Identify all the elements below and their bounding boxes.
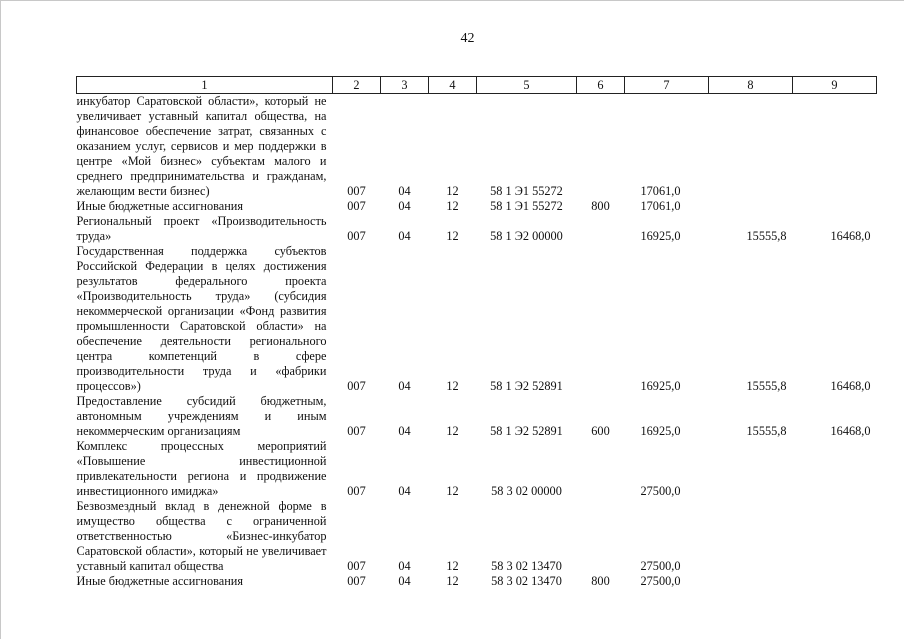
amount-col7: 17061,0 xyxy=(640,184,681,198)
table-row xyxy=(77,574,877,589)
amount-col7: 27500,0 xyxy=(640,484,681,498)
ministry-code: 007 xyxy=(347,484,366,498)
amount-col7: 16925,0 xyxy=(640,424,681,438)
row-description: Государственная поддержка субъектов Российской Федерации в целях достижения результатов федерального проекта «Производительность труда» (субсидия некоммерческой организации «Фонд развития промышленности Саратовской области» на обеспечение деятельности регионального центра компетенций в сфере производительности труда и «фабрики процессов») xyxy=(76,244,327,393)
section-code: 04 xyxy=(398,229,411,243)
subsection-code: 12 xyxy=(446,559,459,573)
ministry-code: 007 xyxy=(347,184,366,198)
row-description: инкубатор Саратовской области», который не увеличивает уставный капитал общества, на финансовое обеспечение затрат, связанных с оказанием услуг, сервисов и мер поддержки в центре «Мой бизнес» субъектам малого и среднего предпринимательства и гражданам, желающим вести бизнес) xyxy=(76,94,327,198)
budget-table xyxy=(76,76,877,589)
section-code: 04 xyxy=(398,574,411,588)
table-row xyxy=(77,214,877,244)
expense-type-code xyxy=(577,214,625,244)
subsection-code: 12 xyxy=(446,379,459,393)
table-header-row xyxy=(77,77,877,94)
ministry-code: 007 xyxy=(347,199,366,213)
table-row xyxy=(77,439,877,499)
column-header: 6 xyxy=(577,77,625,94)
section-code: 04 xyxy=(398,484,411,498)
column-header: 3 xyxy=(381,77,429,94)
section-code: 04 xyxy=(398,379,411,393)
subsection-code: 12 xyxy=(446,574,459,588)
expense-type-code: 800 xyxy=(591,574,610,588)
target-article-code: 58 1 Э2 52891 xyxy=(490,379,563,393)
ministry-code: 007 xyxy=(347,424,366,438)
section-code: 04 xyxy=(398,424,411,438)
target-article-code: 58 1 Э1 55272 xyxy=(490,184,563,198)
column-header: 7 xyxy=(625,77,709,94)
amount-col8 xyxy=(709,574,793,589)
amount-col9 xyxy=(793,439,877,499)
section-code: 04 xyxy=(398,199,411,213)
amount-col8: 15555,8 xyxy=(746,424,787,438)
section-code: 04 xyxy=(398,184,411,198)
target-article-code: 58 1 Э2 52891 xyxy=(490,424,563,438)
ministry-code: 007 xyxy=(347,574,366,588)
amount-col9: 16468,0 xyxy=(830,379,871,393)
ministry-code: 007 xyxy=(347,559,366,573)
subsection-code: 12 xyxy=(446,229,459,243)
ministry-code: 007 xyxy=(347,379,366,393)
target-article-code: 58 1 Э2 00000 xyxy=(490,229,563,243)
row-description: Предоставление субсидий бюджетным, автономным учреждениям и иным некоммерческим организациям xyxy=(76,394,327,438)
column-header: 2 xyxy=(333,77,381,94)
amount-col7: 16925,0 xyxy=(640,379,681,393)
amount-col8: 15555,8 xyxy=(746,229,787,243)
column-header: 5 xyxy=(477,77,577,94)
section-code: 04 xyxy=(398,559,411,573)
row-description: Иные бюджетные ассигнования xyxy=(76,199,244,213)
expense-type-code xyxy=(577,244,625,394)
amount-col8 xyxy=(709,499,793,574)
amount-col9 xyxy=(793,499,877,574)
amount-col7: 17061,0 xyxy=(640,199,681,213)
amount-col9 xyxy=(793,94,877,200)
amount-col7: 16925,0 xyxy=(640,229,681,243)
target-article-code: 58 3 02 13470 xyxy=(491,559,562,573)
amount-col9: 16468,0 xyxy=(830,229,871,243)
row-description: Иные бюджетные ассигнования xyxy=(76,574,244,588)
expense-type-code xyxy=(577,499,625,574)
row-description: Региональный проект «Производительность труда» xyxy=(76,214,327,243)
column-header: 4 xyxy=(429,77,477,94)
amount-col9 xyxy=(793,199,877,214)
table-row xyxy=(77,499,877,574)
table-row xyxy=(77,94,877,200)
expense-type-code: 600 xyxy=(591,424,610,438)
amount-col7: 27500,0 xyxy=(640,559,681,573)
amount-col8: 15555,8 xyxy=(746,379,787,393)
expense-type-code xyxy=(577,439,625,499)
column-header: 1 xyxy=(77,77,333,94)
amount-col8 xyxy=(709,199,793,214)
expense-type-code xyxy=(577,94,625,200)
amount-col9 xyxy=(793,574,877,589)
subsection-code: 12 xyxy=(446,484,459,498)
column-header: 9 xyxy=(793,77,877,94)
amount-col7: 27500,0 xyxy=(640,574,681,588)
amount-col8 xyxy=(709,439,793,499)
subsection-code: 12 xyxy=(446,184,459,198)
target-article-code: 58 3 02 00000 xyxy=(491,484,562,498)
row-description: Безвозмездный вклад в денежной форме в имущество общества с ограниченной ответственностью «Бизнес-инкубатор Саратовской области», который не увеличивает уставный капитал общества xyxy=(76,499,327,573)
row-description: Комплекс процессных мероприятий «Повышение инвестиционной привлекательности региона и продвижение инвестиционного имиджа» xyxy=(76,439,327,498)
table-row xyxy=(77,199,877,214)
amount-col8 xyxy=(709,94,793,200)
target-article-code: 58 3 02 13470 xyxy=(491,574,562,588)
ministry-code: 007 xyxy=(347,229,366,243)
page-number: 42 xyxy=(460,31,475,46)
table-row xyxy=(77,244,877,394)
subsection-code: 12 xyxy=(446,424,459,438)
expense-type-code: 800 xyxy=(591,199,610,213)
table-row xyxy=(77,394,877,439)
subsection-code: 12 xyxy=(446,199,459,213)
target-article-code: 58 1 Э1 55272 xyxy=(490,199,563,213)
column-header: 8 xyxy=(709,77,793,94)
amount-col9: 16468,0 xyxy=(830,424,871,438)
